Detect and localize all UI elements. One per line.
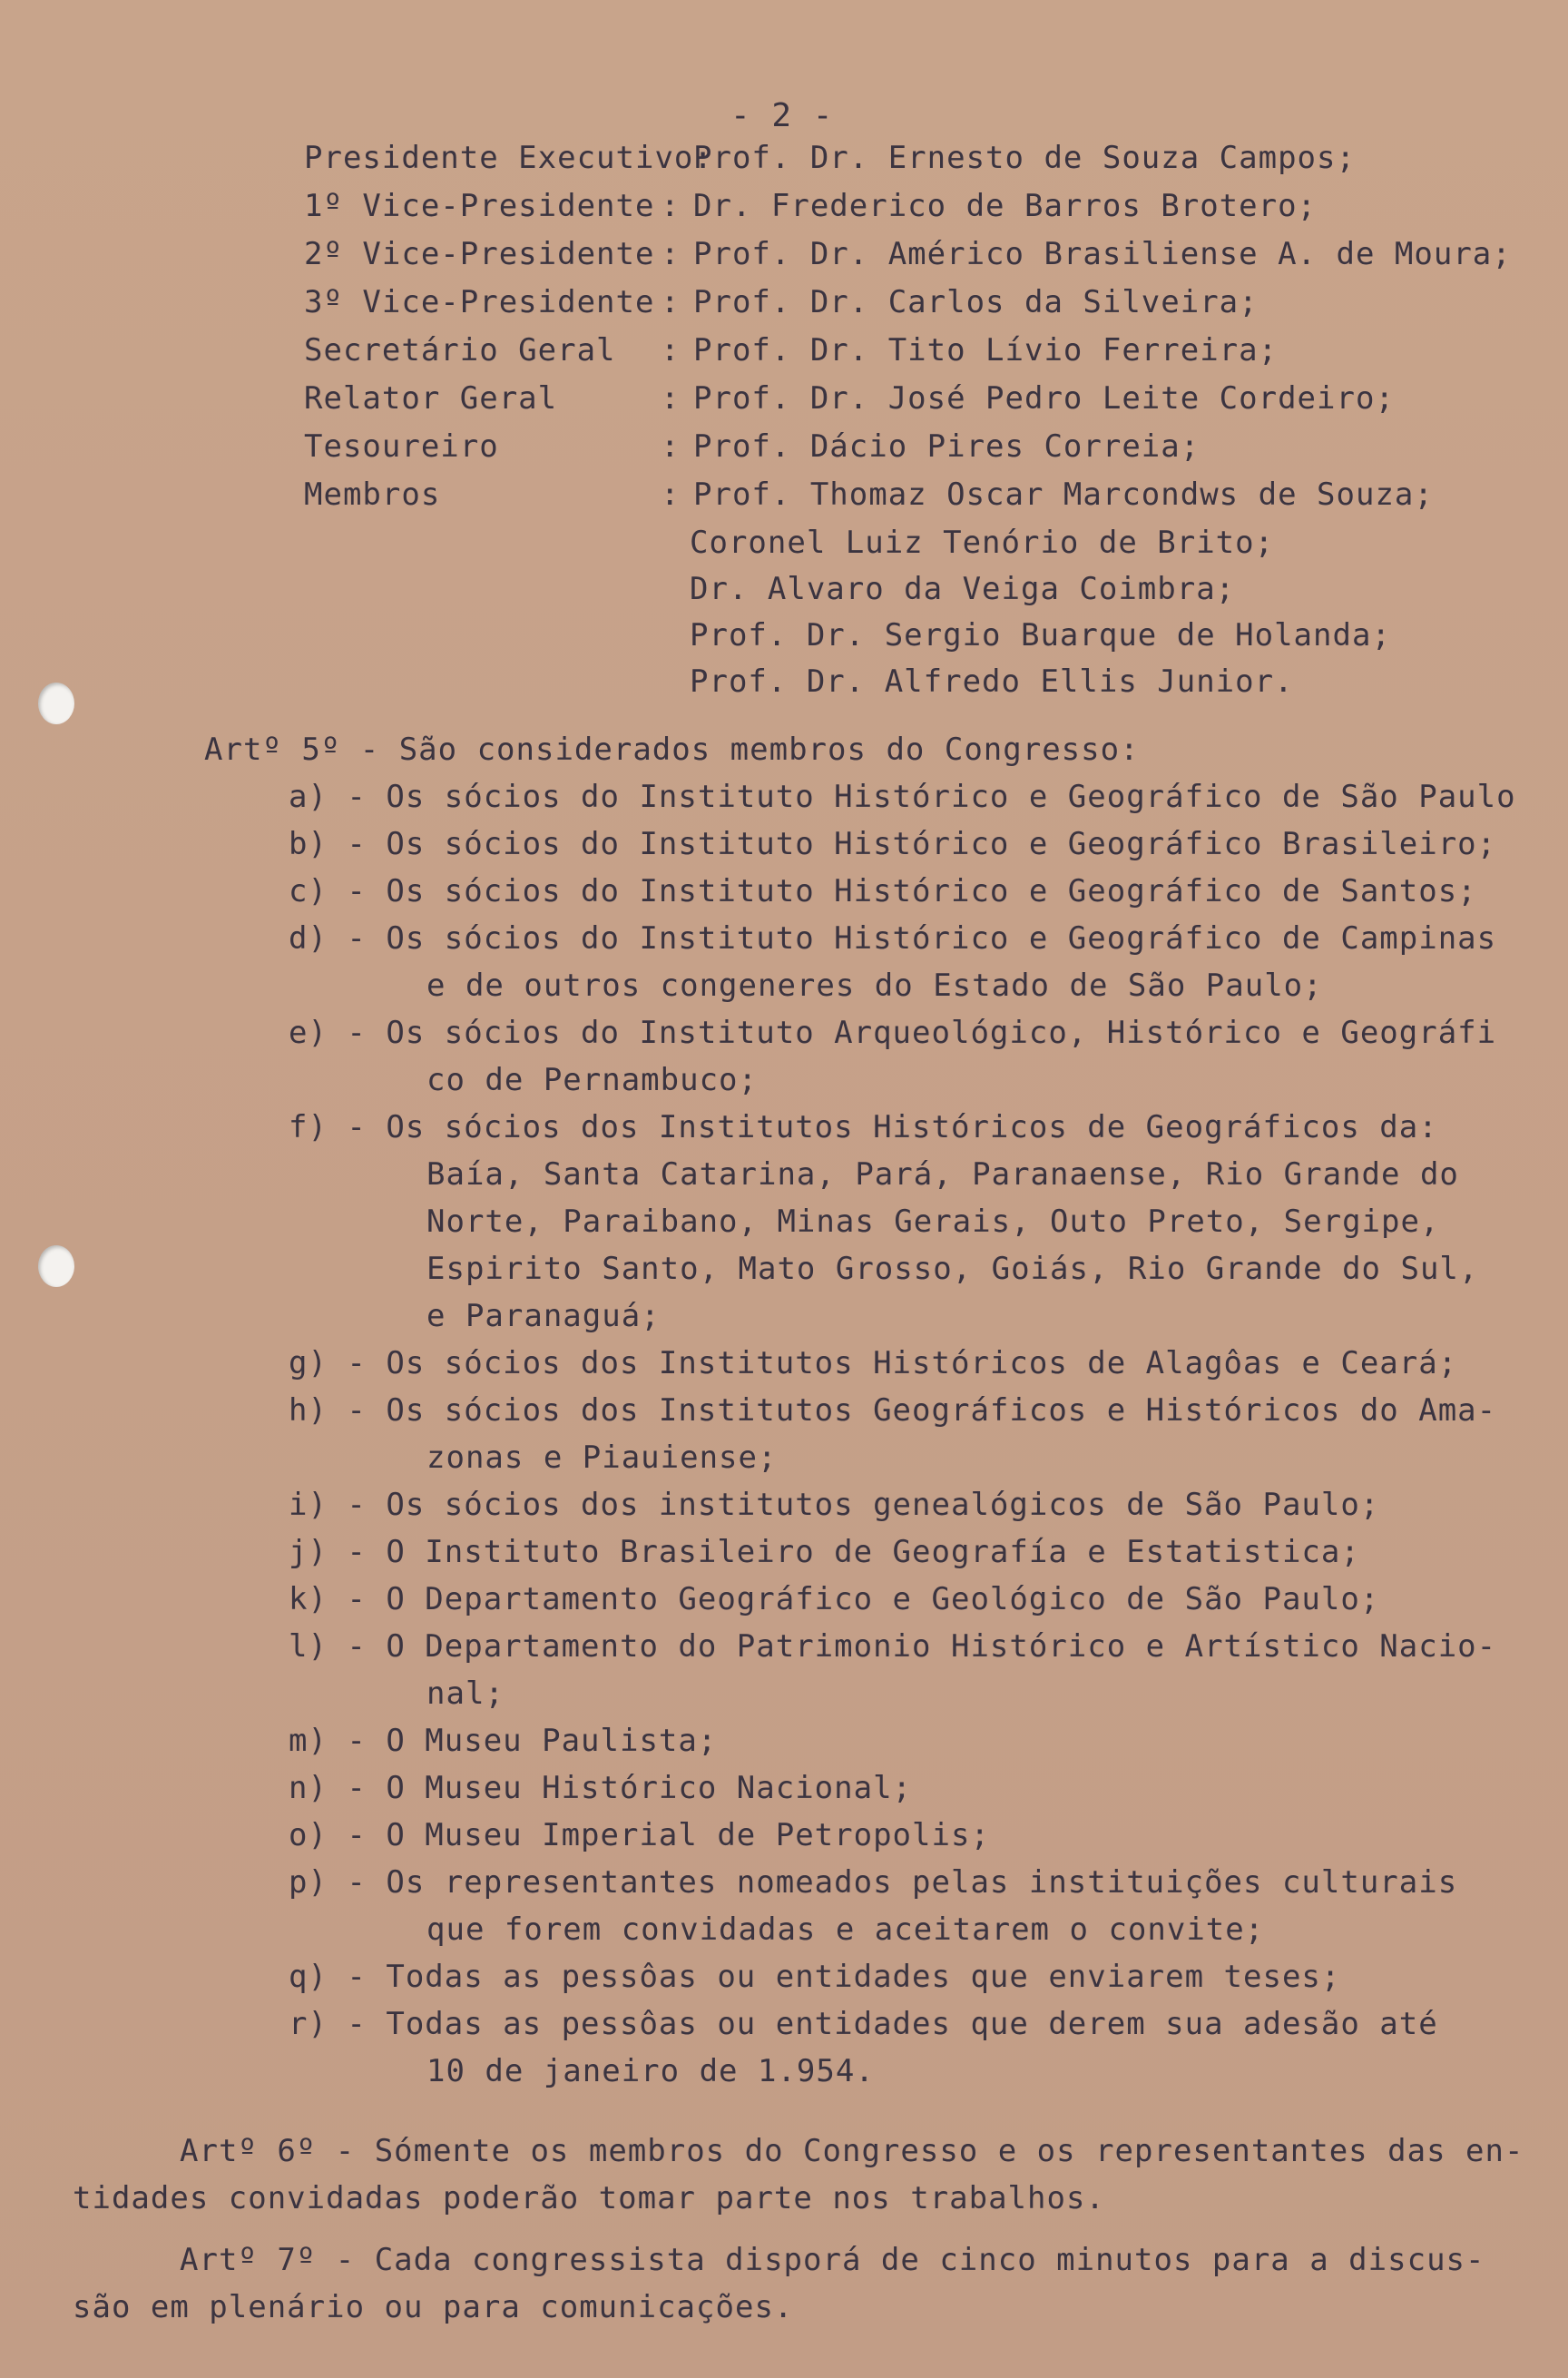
member-item: b) - Os sócios do Instituto Histórico e Geográfico Brasileiro; <box>289 826 1497 862</box>
officer-role: Relator Geral <box>304 380 558 417</box>
member-name: Dr. Alvaro da Veiga Coimbra; <box>690 571 1236 607</box>
member-item: d) - Os sócios do Instituto Histórico e Geográfico de Campinas <box>289 920 1497 957</box>
member-item: p) - Os representantes nomeados pelas instituições culturais <box>289 1864 1458 1901</box>
member-item: g) - Os sócios dos Institutos Históricos de Alagôas e Ceará; <box>289 1345 1458 1381</box>
member-name: Prof. Dr. Sergio Buarque de Holanda; <box>690 617 1391 653</box>
officer-separator: : <box>661 284 681 320</box>
officer-name: Prof. Dr. Carlos da Silveira; <box>693 284 1259 320</box>
member-item: o) - O Museu Imperial de Petropolis; <box>289 1817 990 1853</box>
member-item: l) - O Departamento do Patrimonio Histórico e Artístico Nacio- <box>289 1628 1497 1665</box>
article-6-text: tidades convidadas poderão tomar parte nos trabalhos. <box>73 2180 1105 2216</box>
officer-name: Dr. Frederico de Barros Brotero; <box>693 188 1318 224</box>
member-item-continuation: e de outros congeneres do Estado de São Paulo; <box>426 968 1323 1004</box>
member-item: i) - Os sócios dos institutos genealógicos de São Paulo; <box>289 1487 1380 1523</box>
member-item: n) - O Museu Histórico Nacional; <box>289 1770 913 1806</box>
member-item-continuation: e Paranaguá; <box>426 1298 661 1334</box>
officer-separator: : <box>661 477 681 513</box>
member-item-continuation: Baía, Santa Catarina, Pará, Paranaense, Rio Grande do <box>426 1156 1459 1193</box>
member-item-continuation: nal; <box>426 1675 505 1712</box>
member-item: q) - Todas as pessôas ou entidades que enviarem teses; <box>289 1959 1341 1995</box>
officer-role: Tesoureiro <box>304 428 499 465</box>
member-name: Prof. Dr. Alfredo Ellis Junior. <box>690 663 1294 700</box>
member-name: Coronel Luiz Tenório de Brito; <box>690 525 1275 561</box>
punch-hole <box>38 683 74 724</box>
officer-name: Prof. Dr. Américo Brasiliense A. de Moura; <box>693 236 1512 272</box>
officer-role: 3º Vice-Presidente <box>304 284 655 320</box>
member-item-continuation: que forem convidadas e aceitarem o convite; <box>426 1911 1265 1948</box>
member-item-continuation: 10 de janeiro de 1.954. <box>426 2053 875 2089</box>
officer-name: Prof. Dr. José Pedro Leite Cordeiro; <box>693 380 1395 417</box>
member-item: f) - Os sócios dos Institutos Históricos de Geográficos da: <box>289 1109 1438 1145</box>
officer-separator: : <box>661 428 681 465</box>
officer-role: 1º Vice-Presidente <box>304 188 655 224</box>
officer-separator: : <box>661 236 681 272</box>
member-item: j) - O Instituto Brasileiro de Geografía e Estatistica; <box>289 1534 1360 1570</box>
member-item-continuation: Espirito Santo, Mato Grosso, Goiás, Rio Grande do Sul, <box>426 1251 1479 1287</box>
member-item: c) - Os sócios do Instituto Histórico e Geográfico de Santos; <box>289 873 1477 909</box>
officer-name: Prof. Dácio Pires Correia; <box>693 428 1200 465</box>
article-5-heading: Artº 5º - São considerados membros do Congresso: <box>204 732 1140 768</box>
member-item-continuation: zonas e Piauiense; <box>426 1440 778 1476</box>
member-item: k) - O Departamento Geográfico e Geológico de São Paulo; <box>289 1581 1380 1617</box>
officer-role: Presidente Executivo: <box>304 140 713 176</box>
punch-hole <box>38 1245 74 1287</box>
member-item: a) - Os sócios do Instituto Histórico e Geográfico de São Paulo <box>289 779 1516 815</box>
officer-role: Membros <box>304 477 441 513</box>
article-6-text: Artº 6º - Sómente os membros do Congresso e os representantes das en- <box>180 2133 1524 2169</box>
page-number: - 2 - <box>730 97 834 134</box>
member-item-continuation: co de Pernambuco; <box>426 1062 758 1098</box>
member-item: e) - Os sócios do Instituto Arqueológico, Histórico e Geográfi <box>289 1015 1497 1051</box>
article-7-text: são em plenário ou para comunicações. <box>73 2289 794 2325</box>
officer-role: Secretário Geral <box>304 332 616 368</box>
member-item-continuation: Norte, Paraibano, Minas Gerais, Outo Preto, Sergipe, <box>426 1204 1440 1240</box>
officer-name: Prof. Dr. Ernesto de Souza Campos; <box>693 140 1356 176</box>
officer-separator: : <box>661 332 681 368</box>
officer-name: Prof. Dr. Tito Lívio Ferreira; <box>693 332 1279 368</box>
officer-separator: : <box>661 380 681 417</box>
member-item: r) - Todas as pessôas ou entidades que derem sua adesão até <box>289 2006 1438 2042</box>
officer-role: 2º Vice-Presidente <box>304 236 655 272</box>
member-item: m) - O Museu Paulista; <box>289 1723 718 1759</box>
member-item: h) - Os sócios dos Institutos Geográficos e Históricos do Ama- <box>289 1392 1497 1429</box>
article-7-text: Artº 7º - Cada congressista disporá de cinco minutos para a discus- <box>180 2242 1485 2278</box>
officer-name: Prof. Thomaz Oscar Marcondws de Souza; <box>693 477 1434 513</box>
officer-separator: : <box>661 188 681 224</box>
